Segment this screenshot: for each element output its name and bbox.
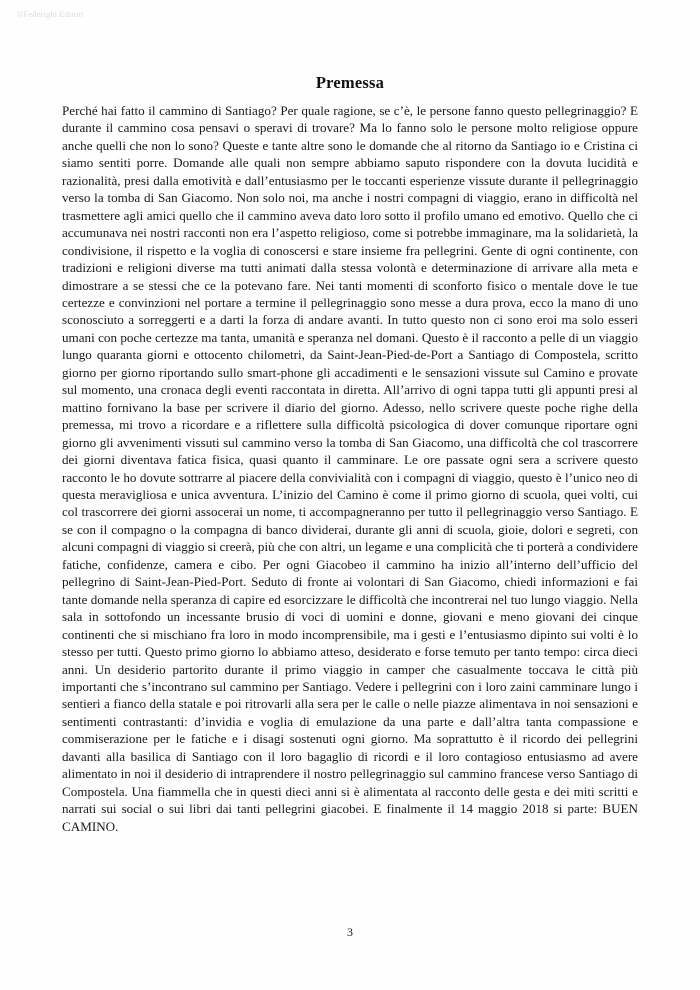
page-number: 3 xyxy=(347,925,353,939)
body-column xyxy=(62,102,638,835)
page-title: Premessa xyxy=(315,73,385,93)
preface-body-paragraph: Perché hai fatto il cammino di Santiago? Per quale ragione, se c’è, le persone fanno questo pellegrinaggio? E durante il cammino cosa pensavi o speravi di trovare? Ma lo fanno solo le persone molto religiose oppure anche quelli che non lo sono? Queste e tante altre sono le domande che al ritorno da Santiago io e Cristina ci siamo sentiti porre. Domande alle quali non sempre abbiamo saputo rispondere con la dovuta lucidità e razionalità, presi dalla emotività e dall’entusiasmo per le toccanti esperienze vissute durante il pellegrinaggio verso la tomba di San Giacomo. Non solo noi, ma anche i nostri compagni di viaggio, erano in difficoltà nel trasmettere agli amici quello che il cammino aveva dato loro sotto il profilo umano ed emotivo. Quello che ci accumunava nei nostri racconti non era l’aspetto religioso, come si potrebbe immaginare, ma la solidarietà, la condivisione, il rispetto e la voglia di conoscersi e stare insieme fra pellegrini. Gente di ogni continente, con tradizioni e religioni diverse ma tutti animati dalla stessa volontà e determinazione di arrivare alla meta e dimostrare a se stessi che ce la potevano fare. Nei tanti momenti di sconforto fisico o mentale dove le tue certezze e convinzioni nel portare a termine il pellegrinaggio sono messe a dura prova, ecco la mano di uno sconosciuto a sorreggerti e a darti la forza di andare avanti. In tutto questo non ci sono eroi ma solo esseri umani con poche certezze ma tanta, umanità e speranza nel domani. Questo è il racconto a pelle di un viaggio lungo quaranta giorni e ottocento chilometri, da Saint-Jean-Pied-de-Port a Santiago di Compostela, scritto giorno per giorno riportando sullo smart-phone gli accadimenti e le sensazioni vissute sul Camino e provate sul momento, una cronaca degli eventi raccontata in diretta. All’arrivo di ogni tappa tutti gli appunti presi al mattino fornivano la base per scrivere il diario del giorno. Adesso, nello scrivere queste poche righe della premessa, mi trovo a ricordare e a riflettere sulla difficoltà psicologica di dover comunque riportare ogni giorno gli avvenimenti vissuti sul cammino verso la tomba di San Giacomo, una difficoltà che col trascorrere dei giorni diventava fatica fisica, quasi quanto il camminare. Le ore passate ogni sera a scrivere questo racconto le ho dovute sottrarre al piacere della convivialità con i compagni di viaggio, questo è l’unico neo di questa meravigliosa e unica avventura. L’inizio del Camino è come il primo giorno di scuola, quei volti, cui col trascorrere dei giorni assocerai un nome, ti accompagneranno per tutto il pellegrinaggio verso Santiago. E se con il compagno o la compagna di banco dividerai, durante gli anni di scuola, gioie, dolori e segreti, con alcuni compagni di viaggio si creerà, più che con altri, un legame e una complicità che ti porterà a condividere fatiche, confidenze, camera e cibo. Per ogni Giacobeo il cammino ha inizio all’interno dell’ufficio del pellegrino di Saint-Jean-Pied-Port. Seduto di fronte ai volontari di San Giacomo, chiedi informazioni e fai tante domande nella speranza di capire ed esorcizzare le difficoltà che incontrerai nel tuo lungo viaggio. Nella sala in sottofondo un incessante brusio di voci di uomini e donne, giovani e meno giovani dei cinque continenti che si mischiano fra loro in modo incomprensibile, ma i gesti e l’entusiasmo dipinto sui volti è lo stesso per tutti. Questo primo giorno lo abbiamo atteso, desiderato e forse temuto per tanto tempo: circa dieci anni. Un desiderio partorito durante il primo viaggio in camper che casualmente toccava le città più importanti che s’incontrano sul cammino per Santiago. Vedere i pellegrini con i loro zaini camminare lungo i sentieri a fianco della statale e poi ritrovarli alla sera per le calle o nelle piazze alimentava in noi sensazioni e sentimenti contrastanti: d’invidia e voglia di emulazione da una parte e dall’altra tanta compassione e commiserazione per le fatiche e i disagi sostenuti ogni giorno. Ma soprattutto è il ricordo dei pellegrini davanti alla basilica di Santiago con il loro bagaglio di ricordi e il loro contagioso entusiasmo ad avere alimentato in noi il desiderio di intraprendere il nostro pellegrinaggio sul cammino francese verso Santiago di Compostela. Una fiammella che in questi dieci anni si è alimentata al racconto delle gesta e dei miti scritti e narrati sui social o sui libri dai tanti pellegrini giacobei. E finalmente il 14 maggio 2018 si parte: BUEN CAMINO. xyxy=(62,103,638,834)
publisher-watermark: ©Federighi Editori xyxy=(17,9,84,19)
